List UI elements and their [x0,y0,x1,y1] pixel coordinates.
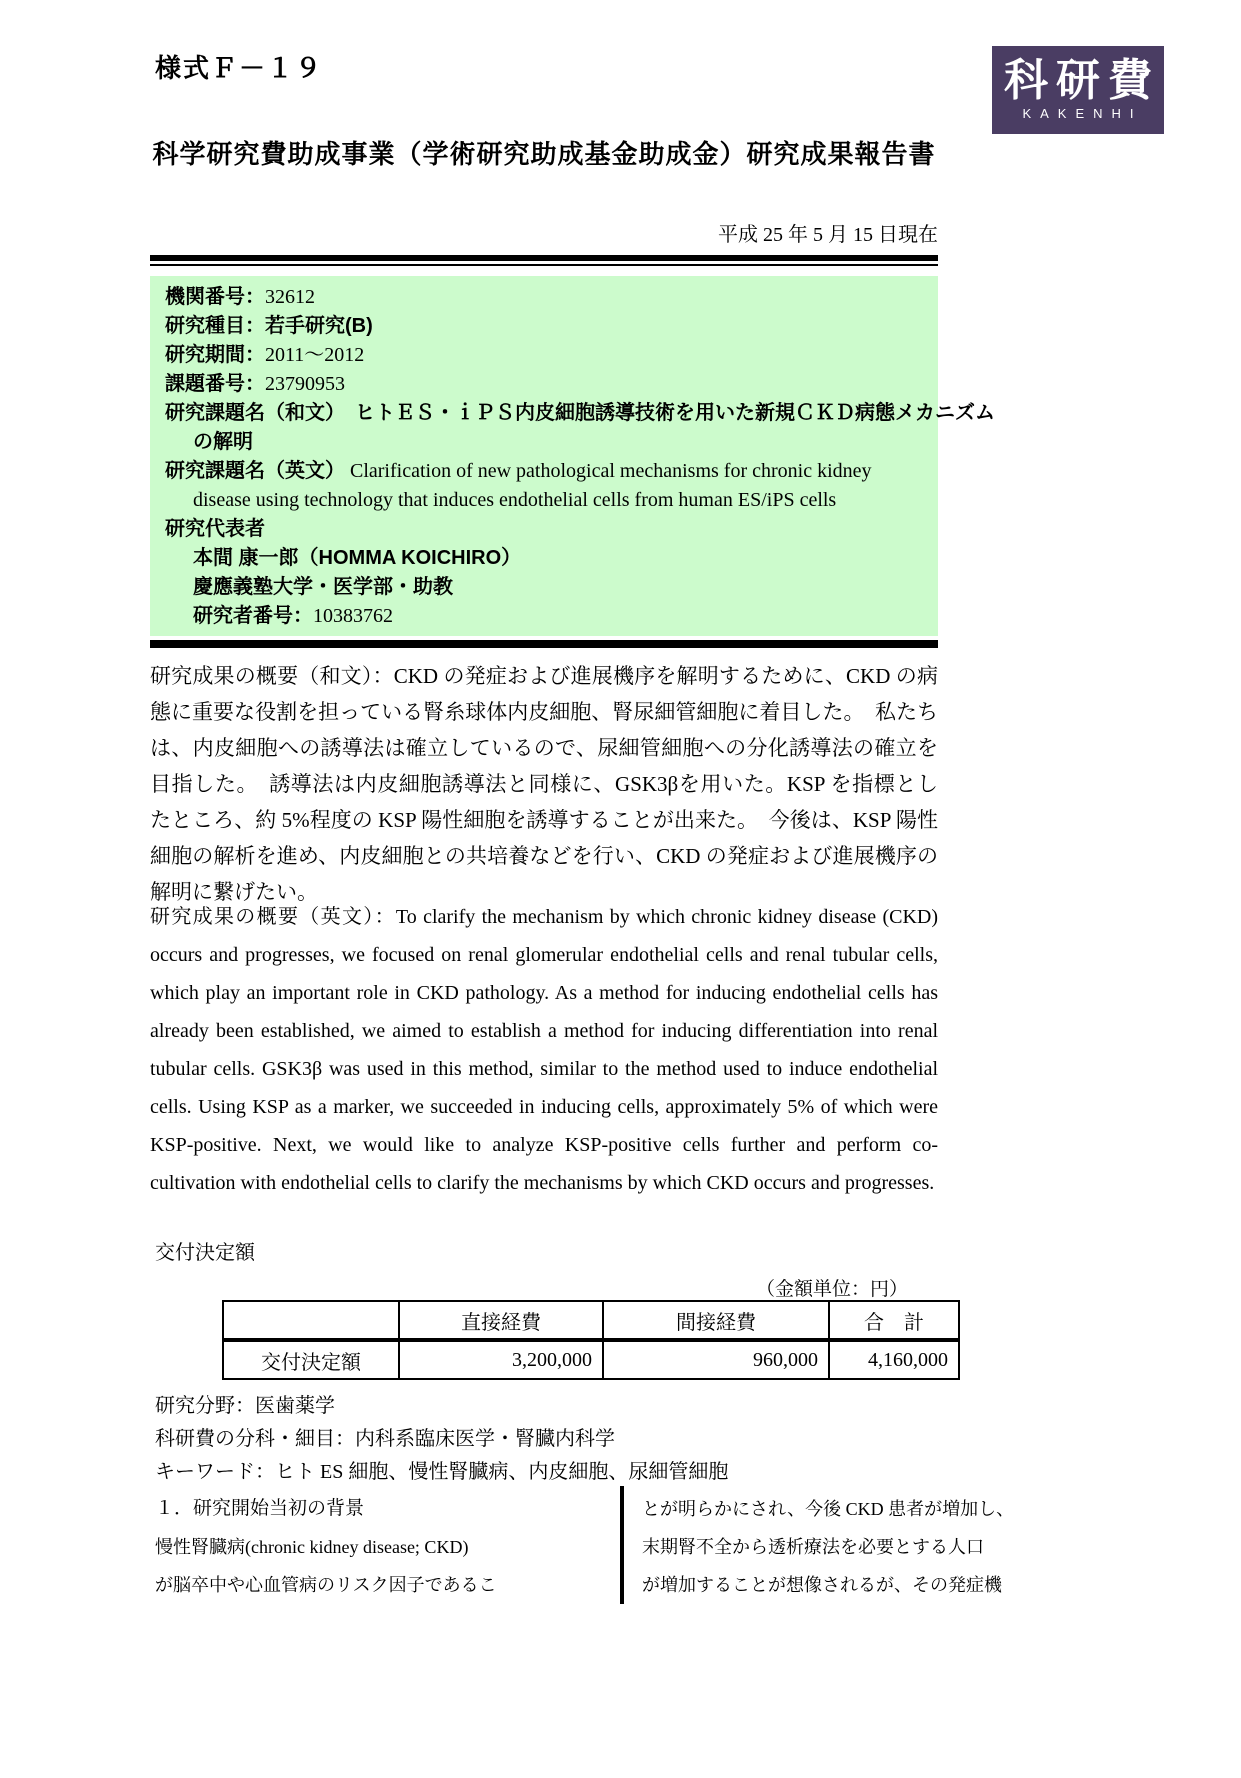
body-column-left [155,1490,610,1604]
research-category-line [165,312,926,341]
grant-amount-table [222,1300,960,1380]
kakenhi-section-line: 科研費の分科・細目：内科系臨床医学・腎臓内科学 [155,1428,615,1450]
summary-english: 研究成果の概要（英文）：To clarify the mechanism by which chronic kidney disease (CKD) occurs and progresses, we focused on renal glomerular endothelial cells and renal tubular cells, which play an important role in CKD pathology. As a method for inducing endothelial cells has already been established, we aimed to establish a method for inducing differentiation into renal tubular cells. GSK3β was used in this method, similar to the method used to induce endothelial cells. Using KSP as a marker, we succeeded in inducing cells, approximately 5% of which were KSP-positive. Next, we would like to analyze KSP-positive cells further and perform co-cultivation with endothelial cells to clarify the mechanisms by which CKD occurs and progresses. [150,906,938,1194]
body-left-line-2: が脳卒中や心血管病のリスク因子であるこ [155,1575,497,1595]
document-title: 科学研究費助成事業（学術研究助成基金助成金）研究成果報告書 [152,139,936,169]
institution-number-value: 32612 [265,286,315,308]
grant-table-header-row [223,1301,959,1340]
horizontal-rule-thick [150,255,938,261]
column-divider-rule [620,1486,624,1604]
summary-japanese: 研究成果の概要（和文）：CKD の発症および進展機序を解明するために、CKD の病態に重要な役割を担っている腎糸球体内皮細胞、腎尿細管細胞に着目した。 私たちは、内皮細胞への誘導法は確立しているので、尿細管細胞への分化誘導法の確立を目指した。 誘導法は内皮細胞誘導法と同様に、GSK3βを用いた。KSP を指標としたところ、約 5%程度の KSP 陽性細胞を誘導することが出来た。 今後は、KSP 陽性細胞の解析を進め、内皮細胞との共培養などを行い、CKD の発症および進展機序の解明に繋げたい。 [150,664,938,904]
body-right-line-1: とが明らかにされ、今後 CKD 患者が増加し、 [642,1499,1015,1519]
grant-total: 4,160,000 [829,1340,959,1379]
title-en-label: 研究課題名（英文） [165,460,345,482]
research-period-value: 2011～2012 [265,344,365,366]
grant-table-header-indirect: 間接経費 [603,1301,829,1340]
title-ja-line [165,399,995,428]
title-en-value: Clarification of new pathological mechanisms for chronic kidney [345,460,872,482]
research-field-line: 研究分野：医歯薬学 [155,1395,335,1417]
principal-investigator-affiliation-line [165,573,926,602]
title-en-line-continued [165,486,926,515]
title-ja-value-continued: の解明 [193,431,253,453]
research-period-line [165,341,926,370]
title-en-value-continued: disease using technology that induces endothelial cells from human ES/iPS cells [193,489,837,511]
kakenhi-logo-kanji: 科研費 [1004,56,1160,105]
title-ja-label: 研究課題名（和文） [165,402,335,424]
institution-number-label: 機関番号： [165,286,265,308]
principal-investigator-name-line [165,544,926,573]
principal-investigator-name: 本間 康一郎（HOMMA KOICHIRO） [193,547,522,569]
project-number-line [165,370,926,399]
researcher-number-line [165,602,926,631]
current-date-line: 平成 25 年 5 月 15 日現在 [718,224,938,246]
grant-table-header-empty [223,1301,399,1340]
title-ja-line-continued [165,428,926,457]
grant-row-label: 交付決定額 [223,1340,399,1379]
kakenhi-logo [992,46,1164,134]
grant-table-data-row [223,1340,959,1379]
title-en-line [165,457,926,486]
project-number-value: 23790953 [265,373,345,395]
body-right-line-2: 末期腎不全から透析療法を必要とする人口 [642,1537,984,1557]
body-right-line-3: が増加することが想像されるが、その発症機 [642,1575,1002,1595]
grant-amount-heading: 交付決定額 [155,1242,255,1264]
keywords-line: キーワード：ヒト ES 細胞、慢性腎臓病、内皮細胞、尿細管細胞 [155,1461,729,1483]
classification-fields [155,1390,728,1489]
principal-investigator-label: 研究代表者 [165,518,265,540]
title-ja-value: ヒトＥＳ・ｉＰＳ内皮細胞誘導技術を用いた新規ＣＫＤ病態メカニズム [335,402,995,424]
grant-indirect-cost: 960,000 [603,1340,829,1379]
principal-investigator-affiliation: 慶應義塾大学・医学部・助教 [193,576,453,598]
research-period-label: 研究期間： [165,344,265,366]
principal-investigator-heading [165,515,926,544]
research-category-label: 研究種目： [165,315,265,337]
body-left-line-1: 慢性腎臓病(chronic kidney disease; CKD) [155,1537,469,1557]
researcher-number-label: 研究者番号： [193,605,313,627]
form-number: 様式Ｆ－１９ [155,53,324,83]
researcher-number-value: 10383762 [313,605,393,627]
research-info-box [150,276,995,636]
grant-direct-cost: 3,200,000 [399,1340,603,1379]
horizontal-rule-thin [150,264,938,266]
currency-unit-note: （金額単位：円） [755,1279,908,1300]
project-number-label: 課題番号： [165,373,265,395]
section1-heading: １．研究開始当初の背景 [155,1498,365,1519]
grant-table-header-direct: 直接経費 [399,1301,603,1340]
institution-number-line [165,283,926,312]
kakenhi-logo-latin: KAKENHI [1022,106,1143,121]
grant-table-header-total: 合 計 [829,1301,959,1340]
horizontal-rule-mid [150,640,938,648]
research-category-value: 若手研究(B) [265,315,373,337]
body-column-right [642,1490,1015,1604]
